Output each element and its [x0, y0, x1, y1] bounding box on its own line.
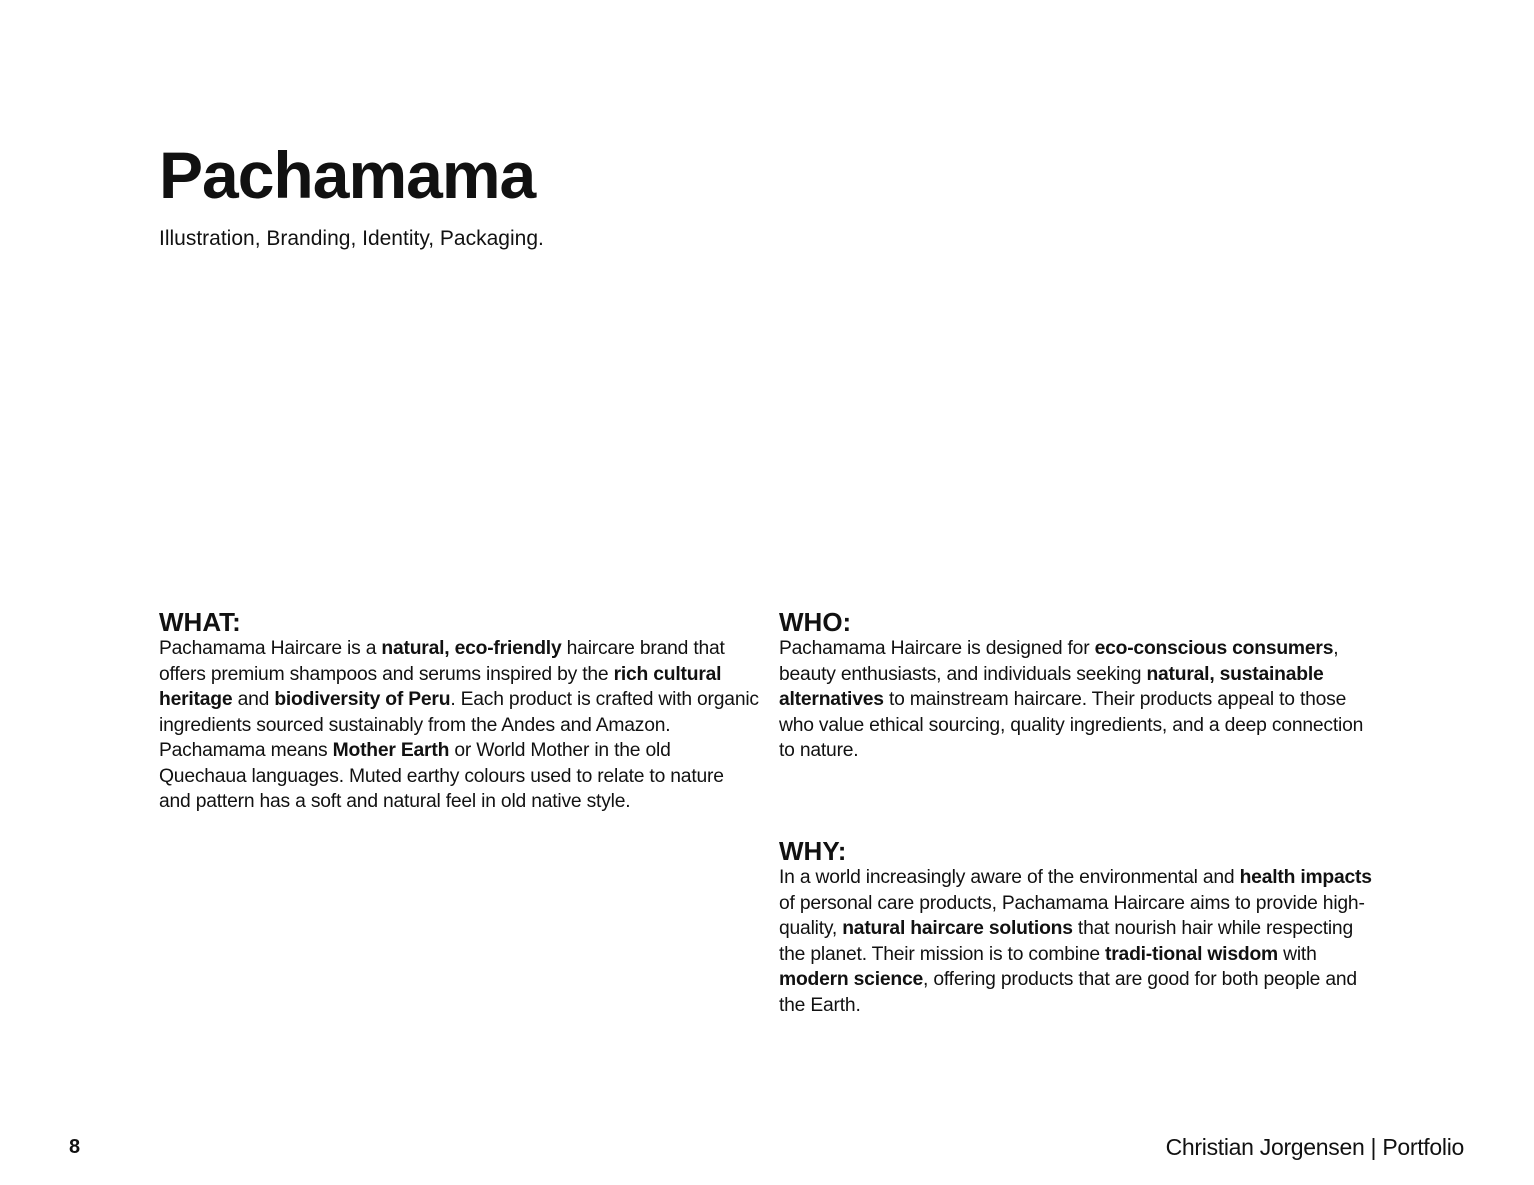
what-section — [159, 608, 759, 815]
body-text: In a world increasingly aware of the environmental and — [779, 867, 1240, 888]
page-title: Pachamama — [159, 138, 536, 212]
emphasis-text: Mother Earth — [332, 740, 450, 761]
body-text: haircare brand that offers premium shampoos and serums inspired by the — [159, 638, 725, 685]
body-text: Pachamama Haircare is designed for — [779, 638, 1095, 659]
body-text: to mainstream haircare. Their products appeal to those who value ethical sourcing, quality ingredients, and a deep connection to nature. — [779, 689, 1364, 761]
emphasis-text: natural, eco-friendly — [381, 638, 562, 659]
emphasis-text: natural haircare solutions — [842, 918, 1073, 939]
body-text: of personal care products, Pachamama Haircare aims to provide high-quality, — [779, 892, 1365, 939]
emphasis-text: rich cultural heritage — [159, 663, 722, 710]
body-text: with — [1277, 943, 1317, 965]
emphasis-text: health impacts — [1239, 867, 1372, 888]
page-subtitle: Illustration, Branding, Identity, Packaging. — [159, 227, 544, 250]
emphasis-text: eco-conscious consumers — [1094, 638, 1334, 659]
why-section — [779, 837, 1379, 1018]
body-text: that nourish hair while respecting the planet. Their mission is to combine — [779, 918, 1353, 965]
what-body — [159, 636, 759, 815]
emphasis-text: tradi-tional wisdom — [1105, 943, 1278, 965]
emphasis-text: modern science — [779, 969, 924, 990]
body-text: Pachamama Haircare is a — [159, 638, 382, 659]
what-heading: WHAT: — [159, 607, 241, 637]
body-text: . Each product is crafted with organic ingredients sourced sustainably from the Andes and Amazon. Pachamama means — [159, 689, 759, 761]
who-body — [779, 636, 1379, 764]
body-text: , beauty enthusiasts, and individuals seeking — [779, 638, 1339, 685]
footer-credit: Christian Jorgensen | Portfolio — [1165, 1134, 1464, 1160]
who-section — [779, 608, 1379, 764]
emphasis-text: biodiversity of Peru — [274, 689, 451, 710]
body-text: , offering products that are good for both people and the Earth. — [779, 969, 1357, 1016]
body-text: or World Mother in the old Quechaua languages. Muted earthy colours used to relate to nature and pattern has a soft and natural feel in old native style. — [159, 740, 724, 812]
why-body — [779, 865, 1379, 1018]
emphasis-text: natural, sustainable alternatives — [779, 663, 1324, 710]
why-heading: WHY: — [779, 836, 847, 866]
page-number: 8 — [69, 1136, 81, 1158]
who-heading: WHO: — [779, 607, 852, 637]
body-text: and — [232, 689, 275, 710]
